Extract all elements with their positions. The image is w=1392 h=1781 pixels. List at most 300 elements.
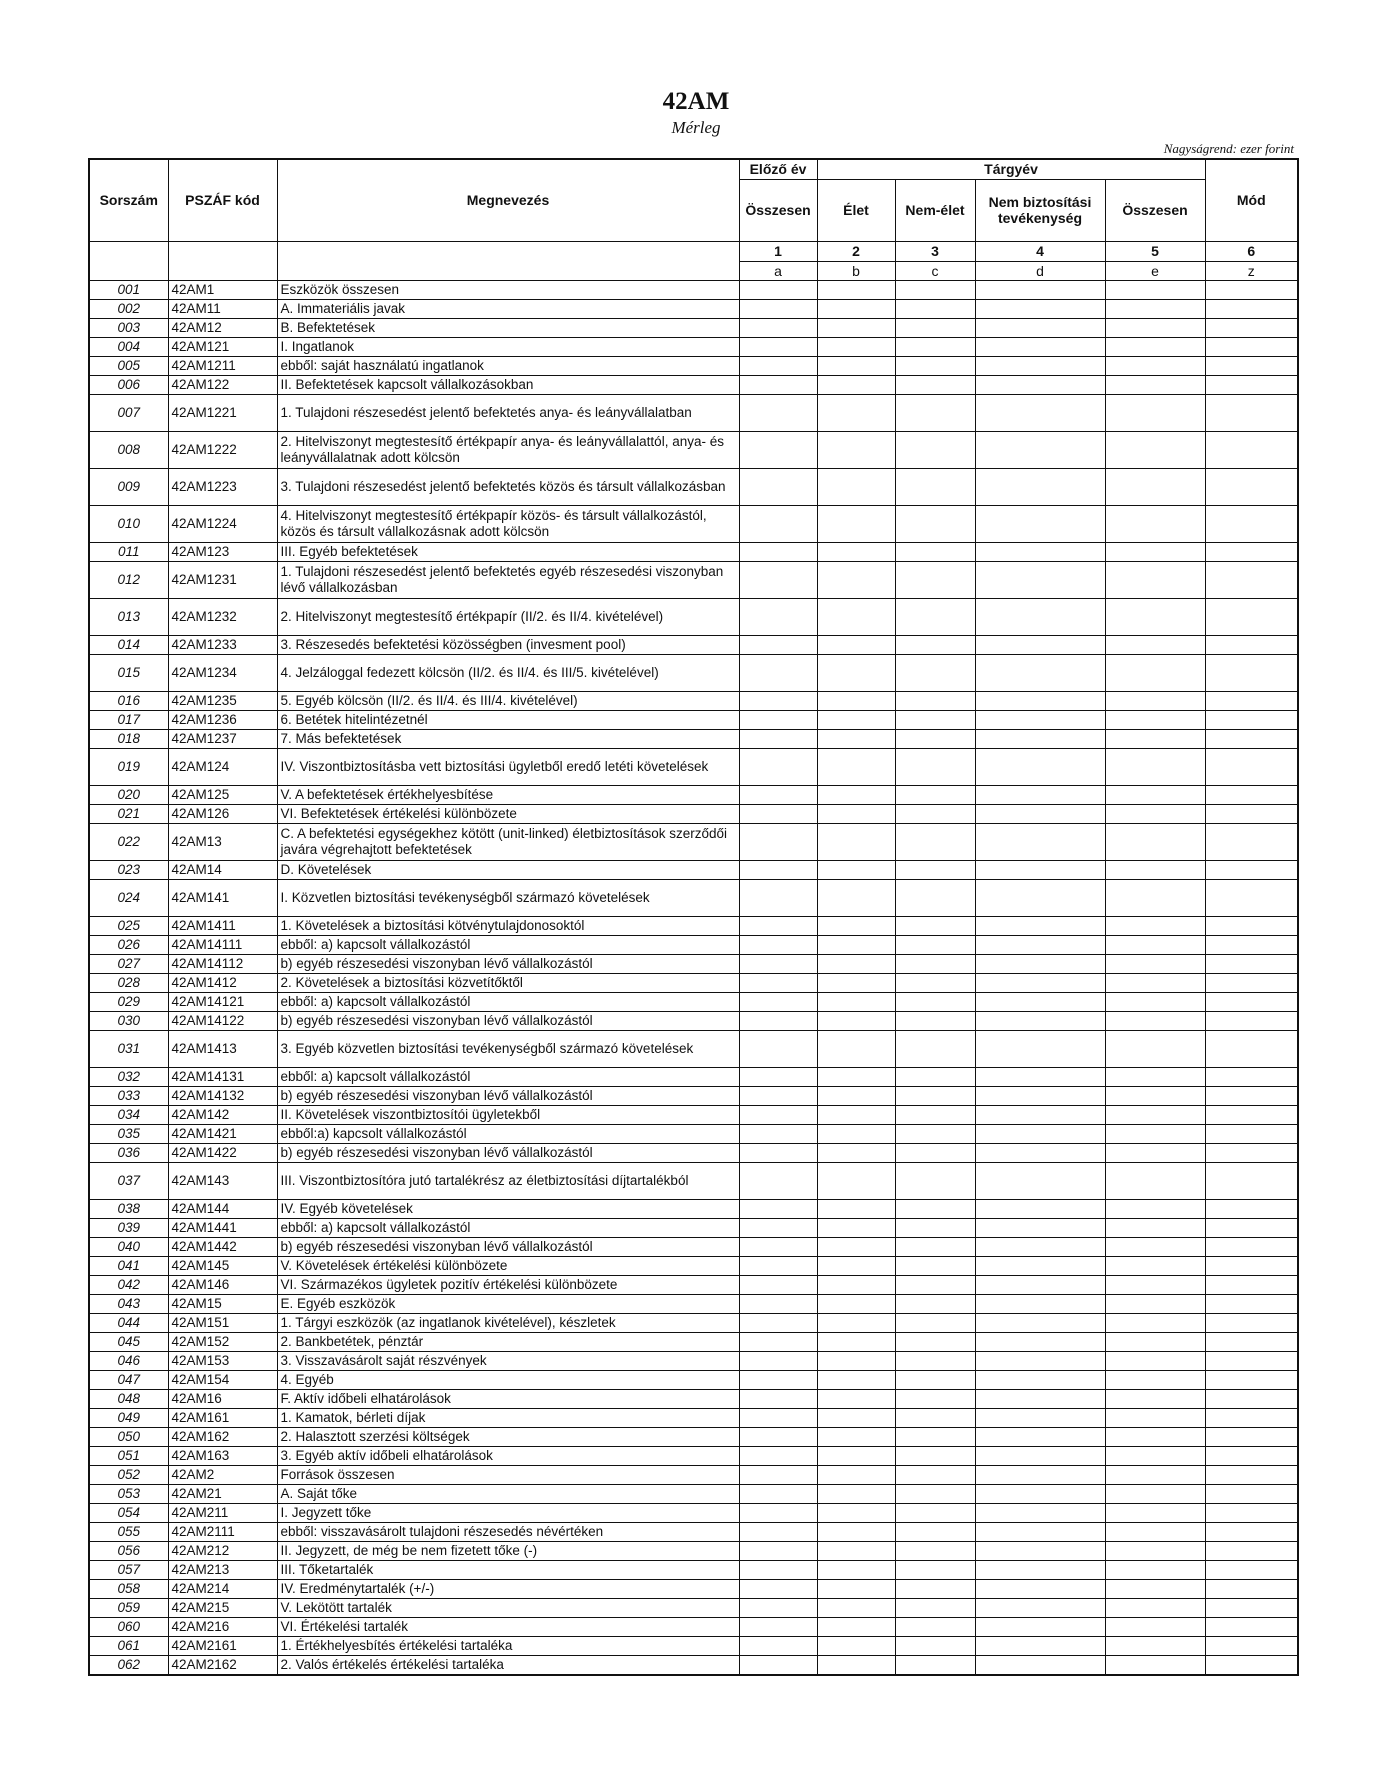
value-cell[interactable]: [817, 1541, 895, 1560]
value-cell[interactable]: [739, 916, 817, 935]
value-cell[interactable]: [739, 375, 817, 394]
value-cell[interactable]: [739, 992, 817, 1011]
value-cell[interactable]: [739, 561, 817, 598]
value-cell[interactable]: [895, 635, 975, 654]
value-cell[interactable]: [739, 468, 817, 505]
value-cell[interactable]: [817, 729, 895, 748]
value-cell[interactable]: [975, 1275, 1105, 1294]
value-cell[interactable]: [975, 1218, 1105, 1237]
value-cell[interactable]: [975, 1427, 1105, 1446]
value-cell[interactable]: [817, 1503, 895, 1522]
value-cell[interactable]: [975, 598, 1105, 635]
value-cell[interactable]: [895, 1011, 975, 1030]
value-cell[interactable]: [895, 1199, 975, 1218]
value-cell[interactable]: [1105, 561, 1205, 598]
value-cell[interactable]: [1205, 1655, 1298, 1675]
value-cell[interactable]: [1205, 916, 1298, 935]
value-cell[interactable]: [1205, 823, 1298, 860]
value-cell[interactable]: [817, 691, 895, 710]
value-cell[interactable]: [1205, 356, 1298, 375]
value-cell[interactable]: [1105, 1294, 1205, 1313]
value-cell[interactable]: [975, 729, 1105, 748]
value-cell[interactable]: [1205, 299, 1298, 318]
value-cell[interactable]: [1105, 1465, 1205, 1484]
value-cell[interactable]: [975, 1313, 1105, 1332]
value-cell[interactable]: [975, 542, 1105, 561]
value-cell[interactable]: [895, 394, 975, 431]
value-cell[interactable]: [1205, 375, 1298, 394]
value-cell[interactable]: [739, 1256, 817, 1275]
value-cell[interactable]: [1105, 505, 1205, 542]
value-cell[interactable]: [817, 318, 895, 337]
value-cell[interactable]: [1105, 729, 1205, 748]
value-cell[interactable]: [895, 785, 975, 804]
value-cell[interactable]: [817, 1522, 895, 1541]
value-cell[interactable]: [817, 1218, 895, 1237]
value-cell[interactable]: [817, 785, 895, 804]
value-cell[interactable]: [739, 860, 817, 879]
value-cell[interactable]: [895, 1370, 975, 1389]
value-cell[interactable]: [1105, 1105, 1205, 1124]
value-cell[interactable]: [975, 431, 1105, 468]
value-cell[interactable]: [739, 1541, 817, 1560]
value-cell[interactable]: [1205, 1256, 1298, 1275]
value-cell[interactable]: [895, 1541, 975, 1560]
value-cell[interactable]: [739, 1199, 817, 1218]
value-cell[interactable]: [895, 691, 975, 710]
value-cell[interactable]: [1105, 468, 1205, 505]
value-cell[interactable]: [1105, 356, 1205, 375]
value-cell[interactable]: [975, 1067, 1105, 1086]
value-cell[interactable]: [1205, 1598, 1298, 1617]
value-cell[interactable]: [1105, 1313, 1205, 1332]
value-cell[interactable]: [739, 1598, 817, 1617]
value-cell[interactable]: [739, 1560, 817, 1579]
value-cell[interactable]: [975, 691, 1105, 710]
value-cell[interactable]: [739, 1086, 817, 1105]
value-cell[interactable]: [1105, 785, 1205, 804]
value-cell[interactable]: [895, 1484, 975, 1503]
value-cell[interactable]: [739, 1655, 817, 1675]
value-cell[interactable]: [1205, 1446, 1298, 1465]
value-cell[interactable]: [975, 561, 1105, 598]
value-cell[interactable]: [975, 1522, 1105, 1541]
value-cell[interactable]: [817, 879, 895, 916]
value-cell[interactable]: [1205, 635, 1298, 654]
value-cell[interactable]: [895, 916, 975, 935]
value-cell[interactable]: [817, 1143, 895, 1162]
value-cell[interactable]: [895, 954, 975, 973]
value-cell[interactable]: [895, 1030, 975, 1067]
value-cell[interactable]: [975, 1560, 1105, 1579]
value-cell[interactable]: [817, 375, 895, 394]
value-cell[interactable]: [1105, 1351, 1205, 1370]
value-cell[interactable]: [817, 598, 895, 635]
value-cell[interactable]: [1105, 992, 1205, 1011]
value-cell[interactable]: [739, 748, 817, 785]
value-cell[interactable]: [817, 431, 895, 468]
value-cell[interactable]: [895, 299, 975, 318]
value-cell[interactable]: [1205, 879, 1298, 916]
value-cell[interactable]: [895, 1218, 975, 1237]
value-cell[interactable]: [975, 1294, 1105, 1313]
value-cell[interactable]: [1205, 1011, 1298, 1030]
value-cell[interactable]: [739, 1275, 817, 1294]
value-cell[interactable]: [1205, 729, 1298, 748]
value-cell[interactable]: [739, 280, 817, 299]
value-cell[interactable]: [739, 710, 817, 729]
value-cell[interactable]: [739, 804, 817, 823]
value-cell[interactable]: [1205, 1030, 1298, 1067]
value-cell[interactable]: [895, 1313, 975, 1332]
value-cell[interactable]: [895, 468, 975, 505]
value-cell[interactable]: [817, 992, 895, 1011]
value-cell[interactable]: [975, 1086, 1105, 1105]
value-cell[interactable]: [975, 1370, 1105, 1389]
value-cell[interactable]: [817, 561, 895, 598]
value-cell[interactable]: [739, 973, 817, 992]
value-cell[interactable]: [975, 992, 1105, 1011]
value-cell[interactable]: [1205, 1427, 1298, 1446]
value-cell[interactable]: [1205, 431, 1298, 468]
value-cell[interactable]: [1105, 1199, 1205, 1218]
value-cell[interactable]: [895, 1560, 975, 1579]
value-cell[interactable]: [975, 1636, 1105, 1655]
value-cell[interactable]: [1105, 1370, 1205, 1389]
value-cell[interactable]: [1105, 299, 1205, 318]
value-cell[interactable]: [975, 1579, 1105, 1598]
value-cell[interactable]: [975, 468, 1105, 505]
value-cell[interactable]: [817, 356, 895, 375]
value-cell[interactable]: [1205, 973, 1298, 992]
value-cell[interactable]: [1205, 1086, 1298, 1105]
value-cell[interactable]: [975, 1408, 1105, 1427]
value-cell[interactable]: [975, 916, 1105, 935]
value-cell[interactable]: [895, 542, 975, 561]
value-cell[interactable]: [1105, 1408, 1205, 1427]
value-cell[interactable]: [1205, 280, 1298, 299]
value-cell[interactable]: [1105, 1162, 1205, 1199]
value-cell[interactable]: [817, 1617, 895, 1636]
value-cell[interactable]: [739, 1162, 817, 1199]
value-cell[interactable]: [739, 1370, 817, 1389]
value-cell[interactable]: [1205, 318, 1298, 337]
value-cell[interactable]: [895, 561, 975, 598]
value-cell[interactable]: [1105, 280, 1205, 299]
value-cell[interactable]: [975, 954, 1105, 973]
value-cell[interactable]: [817, 954, 895, 973]
value-cell[interactable]: [1105, 1522, 1205, 1541]
value-cell[interactable]: [895, 1636, 975, 1655]
value-cell[interactable]: [817, 394, 895, 431]
value-cell[interactable]: [1105, 598, 1205, 635]
value-cell[interactable]: [975, 1503, 1105, 1522]
value-cell[interactable]: [975, 1332, 1105, 1351]
value-cell[interactable]: [1105, 375, 1205, 394]
value-cell[interactable]: [1105, 935, 1205, 954]
value-cell[interactable]: [975, 1105, 1105, 1124]
value-cell[interactable]: [817, 1446, 895, 1465]
value-cell[interactable]: [975, 1030, 1105, 1067]
value-cell[interactable]: [1105, 1617, 1205, 1636]
value-cell[interactable]: [739, 1522, 817, 1541]
value-cell[interactable]: [1205, 1370, 1298, 1389]
value-cell[interactable]: [895, 356, 975, 375]
value-cell[interactable]: [975, 1541, 1105, 1560]
value-cell[interactable]: [739, 505, 817, 542]
value-cell[interactable]: [739, 1579, 817, 1598]
value-cell[interactable]: [817, 280, 895, 299]
value-cell[interactable]: [975, 337, 1105, 356]
value-cell[interactable]: [817, 1465, 895, 1484]
value-cell[interactable]: [975, 973, 1105, 992]
value-cell[interactable]: [739, 785, 817, 804]
value-cell[interactable]: [1105, 823, 1205, 860]
value-cell[interactable]: [817, 1370, 895, 1389]
value-cell[interactable]: [1205, 468, 1298, 505]
value-cell[interactable]: [1205, 1199, 1298, 1218]
value-cell[interactable]: [739, 1030, 817, 1067]
value-cell[interactable]: [1105, 1446, 1205, 1465]
value-cell[interactable]: [1105, 1124, 1205, 1143]
value-cell[interactable]: [1205, 748, 1298, 785]
value-cell[interactable]: [1205, 1503, 1298, 1522]
value-cell[interactable]: [895, 823, 975, 860]
value-cell[interactable]: [739, 431, 817, 468]
value-cell[interactable]: [1105, 860, 1205, 879]
value-cell[interactable]: [895, 804, 975, 823]
value-cell[interactable]: [895, 1275, 975, 1294]
value-cell[interactable]: [1205, 1541, 1298, 1560]
value-cell[interactable]: [1205, 1143, 1298, 1162]
value-cell[interactable]: [895, 1351, 975, 1370]
value-cell[interactable]: [1105, 879, 1205, 916]
value-cell[interactable]: [1205, 337, 1298, 356]
value-cell[interactable]: [1205, 1332, 1298, 1351]
value-cell[interactable]: [895, 1465, 975, 1484]
value-cell[interactable]: [1205, 598, 1298, 635]
value-cell[interactable]: [817, 1275, 895, 1294]
value-cell[interactable]: [975, 1162, 1105, 1199]
value-cell[interactable]: [895, 1522, 975, 1541]
value-cell[interactable]: [1105, 1598, 1205, 1617]
value-cell[interactable]: [1205, 954, 1298, 973]
value-cell[interactable]: [1105, 916, 1205, 935]
value-cell[interactable]: [739, 1351, 817, 1370]
value-cell[interactable]: [1205, 1408, 1298, 1427]
value-cell[interactable]: [1105, 1503, 1205, 1522]
value-cell[interactable]: [895, 1105, 975, 1124]
value-cell[interactable]: [895, 748, 975, 785]
value-cell[interactable]: [739, 299, 817, 318]
value-cell[interactable]: [895, 1598, 975, 1617]
value-cell[interactable]: [975, 1598, 1105, 1617]
value-cell[interactable]: [895, 860, 975, 879]
value-cell[interactable]: [895, 598, 975, 635]
value-cell[interactable]: [975, 860, 1105, 879]
value-cell[interactable]: [739, 1427, 817, 1446]
value-cell[interactable]: [817, 1636, 895, 1655]
value-cell[interactable]: [895, 879, 975, 916]
value-cell[interactable]: [1205, 542, 1298, 561]
value-cell[interactable]: [895, 375, 975, 394]
value-cell[interactable]: [817, 935, 895, 954]
value-cell[interactable]: [1205, 1351, 1298, 1370]
value-cell[interactable]: [975, 804, 1105, 823]
value-cell[interactable]: [817, 542, 895, 561]
value-cell[interactable]: [895, 505, 975, 542]
value-cell[interactable]: [975, 1143, 1105, 1162]
value-cell[interactable]: [1205, 654, 1298, 691]
value-cell[interactable]: [1205, 1067, 1298, 1086]
value-cell[interactable]: [1205, 1237, 1298, 1256]
value-cell[interactable]: [975, 935, 1105, 954]
value-cell[interactable]: [1105, 1332, 1205, 1351]
value-cell[interactable]: [1205, 691, 1298, 710]
value-cell[interactable]: [739, 1067, 817, 1086]
value-cell[interactable]: [1105, 691, 1205, 710]
value-cell[interactable]: [817, 1598, 895, 1617]
value-cell[interactable]: [1205, 1275, 1298, 1294]
value-cell[interactable]: [895, 973, 975, 992]
value-cell[interactable]: [1105, 1389, 1205, 1408]
value-cell[interactable]: [1205, 1162, 1298, 1199]
value-cell[interactable]: [739, 1465, 817, 1484]
value-cell[interactable]: [817, 710, 895, 729]
value-cell[interactable]: [895, 1143, 975, 1162]
value-cell[interactable]: [1105, 1484, 1205, 1503]
value-cell[interactable]: [975, 280, 1105, 299]
value-cell[interactable]: [895, 1294, 975, 1313]
value-cell[interactable]: [739, 1143, 817, 1162]
value-cell[interactable]: [895, 1408, 975, 1427]
value-cell[interactable]: [975, 1256, 1105, 1275]
value-cell[interactable]: [975, 1124, 1105, 1143]
value-cell[interactable]: [739, 1294, 817, 1313]
value-cell[interactable]: [975, 318, 1105, 337]
value-cell[interactable]: [817, 1294, 895, 1313]
value-cell[interactable]: [895, 1503, 975, 1522]
value-cell[interactable]: [895, 710, 975, 729]
value-cell[interactable]: [739, 1332, 817, 1351]
value-cell[interactable]: [739, 337, 817, 356]
value-cell[interactable]: [895, 729, 975, 748]
value-cell[interactable]: [817, 1560, 895, 1579]
value-cell[interactable]: [817, 505, 895, 542]
value-cell[interactable]: [1105, 431, 1205, 468]
value-cell[interactable]: [739, 1503, 817, 1522]
value-cell[interactable]: [739, 542, 817, 561]
value-cell[interactable]: [975, 823, 1105, 860]
value-cell[interactable]: [739, 1408, 817, 1427]
value-cell[interactable]: [817, 1313, 895, 1332]
value-cell[interactable]: [975, 654, 1105, 691]
value-cell[interactable]: [1105, 1143, 1205, 1162]
value-cell[interactable]: [817, 1162, 895, 1199]
value-cell[interactable]: [895, 1427, 975, 1446]
value-cell[interactable]: [1105, 1579, 1205, 1598]
value-cell[interactable]: [739, 1105, 817, 1124]
value-cell[interactable]: [1105, 1237, 1205, 1256]
value-cell[interactable]: [895, 992, 975, 1011]
value-cell[interactable]: [1105, 1427, 1205, 1446]
value-cell[interactable]: [817, 1427, 895, 1446]
value-cell[interactable]: [975, 1351, 1105, 1370]
value-cell[interactable]: [975, 1389, 1105, 1408]
value-cell[interactable]: [895, 1579, 975, 1598]
value-cell[interactable]: [1105, 1086, 1205, 1105]
value-cell[interactable]: [739, 1313, 817, 1332]
value-cell[interactable]: [895, 1237, 975, 1256]
value-cell[interactable]: [1205, 1389, 1298, 1408]
value-cell[interactable]: [895, 431, 975, 468]
value-cell[interactable]: [895, 1655, 975, 1675]
value-cell[interactable]: [975, 1655, 1105, 1675]
value-cell[interactable]: [895, 1086, 975, 1105]
value-cell[interactable]: [975, 299, 1105, 318]
value-cell[interactable]: [1205, 505, 1298, 542]
value-cell[interactable]: [817, 1030, 895, 1067]
value-cell[interactable]: [817, 1655, 895, 1675]
value-cell[interactable]: [975, 748, 1105, 785]
value-cell[interactable]: [1105, 318, 1205, 337]
value-cell[interactable]: [1205, 804, 1298, 823]
value-cell[interactable]: [817, 1484, 895, 1503]
value-cell[interactable]: [1105, 973, 1205, 992]
value-cell[interactable]: [739, 1617, 817, 1636]
value-cell[interactable]: [1105, 710, 1205, 729]
value-cell[interactable]: [739, 654, 817, 691]
value-cell[interactable]: [817, 1332, 895, 1351]
value-cell[interactable]: [817, 1086, 895, 1105]
value-cell[interactable]: [1105, 1030, 1205, 1067]
value-cell[interactable]: [739, 598, 817, 635]
value-cell[interactable]: [1105, 542, 1205, 561]
value-cell[interactable]: [817, 973, 895, 992]
value-cell[interactable]: [739, 1237, 817, 1256]
value-cell[interactable]: [1105, 748, 1205, 785]
value-cell[interactable]: [1105, 804, 1205, 823]
value-cell[interactable]: [817, 860, 895, 879]
value-cell[interactable]: [1205, 1636, 1298, 1655]
value-cell[interactable]: [975, 635, 1105, 654]
value-cell[interactable]: [1105, 654, 1205, 691]
value-cell[interactable]: [975, 505, 1105, 542]
value-cell[interactable]: [817, 1237, 895, 1256]
value-cell[interactable]: [1105, 1275, 1205, 1294]
value-cell[interactable]: [975, 1237, 1105, 1256]
value-cell[interactable]: [1105, 337, 1205, 356]
value-cell[interactable]: [1205, 1560, 1298, 1579]
value-cell[interactable]: [1205, 1522, 1298, 1541]
value-cell[interactable]: [1205, 1124, 1298, 1143]
value-cell[interactable]: [739, 879, 817, 916]
value-cell[interactable]: [975, 1011, 1105, 1030]
value-cell[interactable]: [895, 935, 975, 954]
value-cell[interactable]: [895, 1162, 975, 1199]
value-cell[interactable]: [817, 1579, 895, 1598]
value-cell[interactable]: [1105, 394, 1205, 431]
value-cell[interactable]: [975, 1199, 1105, 1218]
value-cell[interactable]: [1205, 394, 1298, 431]
value-cell[interactable]: [1205, 785, 1298, 804]
value-cell[interactable]: [739, 729, 817, 748]
value-cell[interactable]: [739, 1124, 817, 1143]
value-cell[interactable]: [975, 1484, 1105, 1503]
value-cell[interactable]: [1205, 992, 1298, 1011]
value-cell[interactable]: [1105, 635, 1205, 654]
value-cell[interactable]: [895, 1256, 975, 1275]
